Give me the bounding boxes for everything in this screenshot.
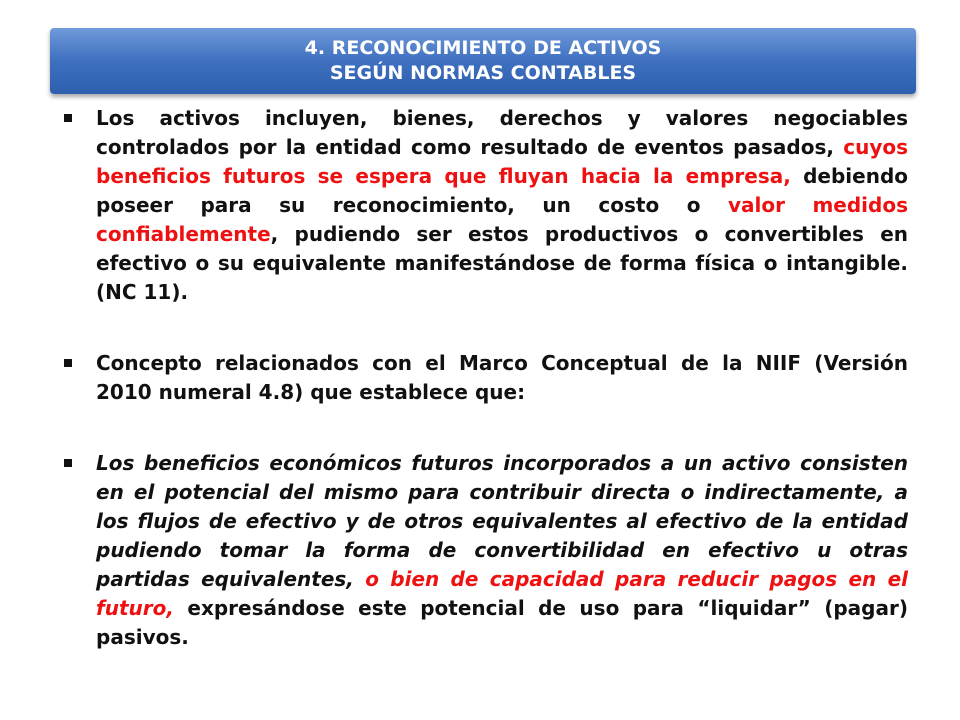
title-line-2: SEGÚN NORMAS CONTABLES bbox=[329, 62, 637, 84]
bullet-text: debiendo poseer para su reconocimiento, un costo o bbox=[96, 164, 909, 217]
bullet-text: Los activos incluyen, bienes, derechos y valores negociables controlados por la entidad como resultado de eventos pasados, bbox=[96, 106, 908, 159]
bullet-item-concepto bbox=[62, 349, 908, 407]
square-bullet-icon bbox=[64, 359, 72, 367]
bullet-item-beneficios bbox=[62, 449, 908, 652]
slide-title bbox=[50, 28, 916, 94]
highlighted-text: o bien de capacidad para reducir pagos en el futuro, bbox=[96, 567, 908, 620]
bullet-item-activos bbox=[62, 104, 908, 307]
highlighted-text: valor medidos confiablemente bbox=[96, 193, 908, 246]
title-line-1: 4. RECONOCIMIENTO DE ACTIVOS bbox=[304, 37, 662, 59]
italic-text: Los beneficios económicos futuros incorporados a un activo consisten en el potencial del mismo para contribuir directa o indirectamente, a los flujos de efectivo y de otros equivalentes al efectivo de la entidad bbox=[96, 451, 908, 533]
bullet-text: , pudiendo ser estos productivos o convertibles en efectivo o su equivalente manifestándose de forma física o intangible. (NC 11). bbox=[96, 222, 908, 304]
bullet-text: expresándose este potencial de uso para “liquidar” (pagar) pasivos. bbox=[96, 596, 908, 649]
square-bullet-icon bbox=[64, 114, 72, 122]
bullet-list bbox=[62, 104, 908, 652]
highlighted-text: cuyos beneficios futuros se espera que fluyan hacia la empresa, bbox=[96, 135, 908, 188]
italic-text: pudiendo tomar la forma de convertibilidad en efectivo u otras partidas equivalentes, bbox=[96, 538, 908, 591]
bullet-text: Concepto relacionados con el Marco Conceptual de la NIIF (Versión 2010 numeral 4.8) que establece que: bbox=[96, 351, 908, 404]
square-bullet-icon bbox=[64, 459, 72, 467]
